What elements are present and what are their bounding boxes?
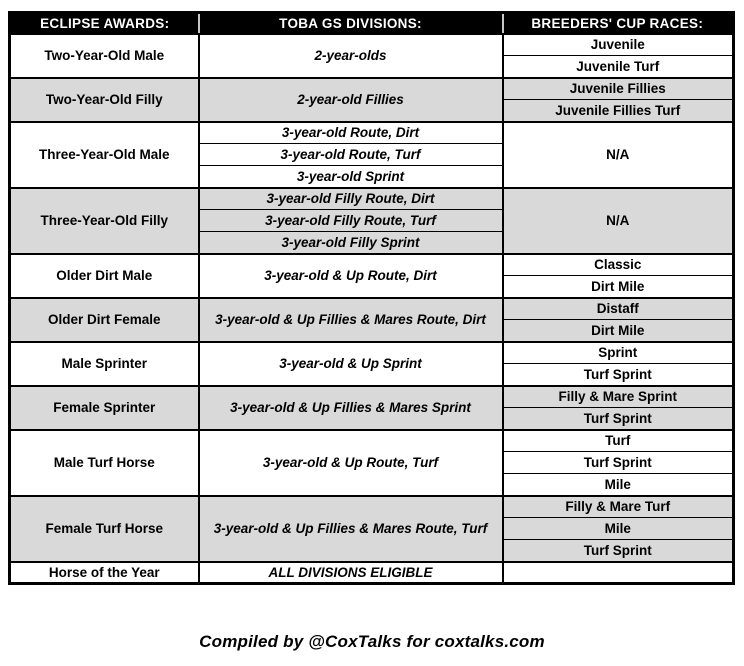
race-cell: Juvenile Fillies: [503, 78, 734, 100]
award-cell: Horse of the Year: [10, 562, 199, 584]
header-breeders-cup-races: BREEDERS' CUP RACES:: [503, 13, 734, 34]
award-cell: Male Sprinter: [10, 342, 199, 386]
race-cell: N/A: [503, 122, 734, 188]
division-cell: 3-year-old Filly Sprint: [199, 232, 503, 254]
division-cell: 3-year-old & Up Route, Turf: [199, 430, 503, 496]
header-toba-gs-divisions: TOBA GS DIVISIONS:: [199, 13, 503, 34]
table-row: [10, 386, 734, 408]
division-cell: 3-year-old & Up Fillies & Mares Route, Turf: [199, 496, 503, 562]
division-cell: 3-year-old & Up Sprint: [199, 342, 503, 386]
table-row: [10, 496, 734, 518]
race-cell: Turf Sprint: [503, 452, 734, 474]
table-row: [10, 34, 734, 56]
table-row: [10, 254, 734, 276]
award-cell: Female Turf Horse: [10, 496, 199, 562]
award-cell: Older Dirt Female: [10, 298, 199, 342]
division-cell: 3-year-old & Up Fillies & Mares Route, Dirt: [199, 298, 503, 342]
division-cell: 3-year-old Sprint: [199, 166, 503, 188]
division-cell: 2-year-olds: [199, 34, 503, 78]
division-cell: 3-year-old & Up Fillies & Mares Sprint: [199, 386, 503, 430]
race-cell: N/A: [503, 188, 734, 254]
race-cell: Sprint: [503, 342, 734, 364]
header-row: [10, 13, 734, 34]
race-cell: Dirt Mile: [503, 320, 734, 342]
award-cell: Three-Year-Old Male: [10, 122, 199, 188]
race-cell: Juvenile Fillies Turf: [503, 100, 734, 122]
table-row: [10, 430, 734, 452]
footer-credit: Compiled by @CoxTalks for coxtalks.com: [199, 632, 545, 651]
race-cell: Dirt Mile: [503, 276, 734, 298]
award-cell: Two-Year-Old Male: [10, 34, 199, 78]
race-cell: Turf Sprint: [503, 364, 734, 386]
race-cell: Filly & Mare Sprint: [503, 386, 734, 408]
award-cell: Older Dirt Male: [10, 254, 199, 298]
table-row: [10, 562, 734, 584]
award-cell: Two-Year-Old Filly: [10, 78, 199, 122]
table-row: [10, 298, 734, 320]
division-cell: 3-year-old Route, Dirt: [199, 122, 503, 144]
header-eclipse-awards: ECLIPSE AWARDS:: [10, 13, 199, 34]
race-cell: [503, 562, 734, 584]
table-row: [10, 188, 734, 210]
award-cell: Female Sprinter: [10, 386, 199, 430]
race-cell: Juvenile Turf: [503, 56, 734, 78]
awards-table-body: [10, 34, 734, 584]
division-cell: ALL DIVISIONS ELIGIBLE: [199, 562, 503, 584]
division-cell: 3-year-old Filly Route, Turf: [199, 210, 503, 232]
table-row: [10, 78, 734, 100]
race-cell: Juvenile: [503, 34, 734, 56]
race-cell: Turf Sprint: [503, 408, 734, 430]
division-cell: 2-year-old Fillies: [199, 78, 503, 122]
race-cell: Turf: [503, 430, 734, 452]
division-cell: 3-year-old Route, Turf: [199, 144, 503, 166]
race-cell: Distaff: [503, 298, 734, 320]
award-cell: Three-Year-Old Filly: [10, 188, 199, 254]
awards-comparison-table: [8, 11, 735, 585]
table-row: [10, 342, 734, 364]
division-cell: 3-year-old & Up Route, Dirt: [199, 254, 503, 298]
race-cell: Turf Sprint: [503, 540, 734, 562]
race-cell: Classic: [503, 254, 734, 276]
race-cell: Filly & Mare Turf: [503, 496, 734, 518]
division-cell: 3-year-old Filly Route, Dirt: [199, 188, 503, 210]
table-row: [10, 122, 734, 144]
race-cell: Mile: [503, 518, 734, 540]
race-cell: Mile: [503, 474, 734, 496]
award-cell: Male Turf Horse: [10, 430, 199, 496]
